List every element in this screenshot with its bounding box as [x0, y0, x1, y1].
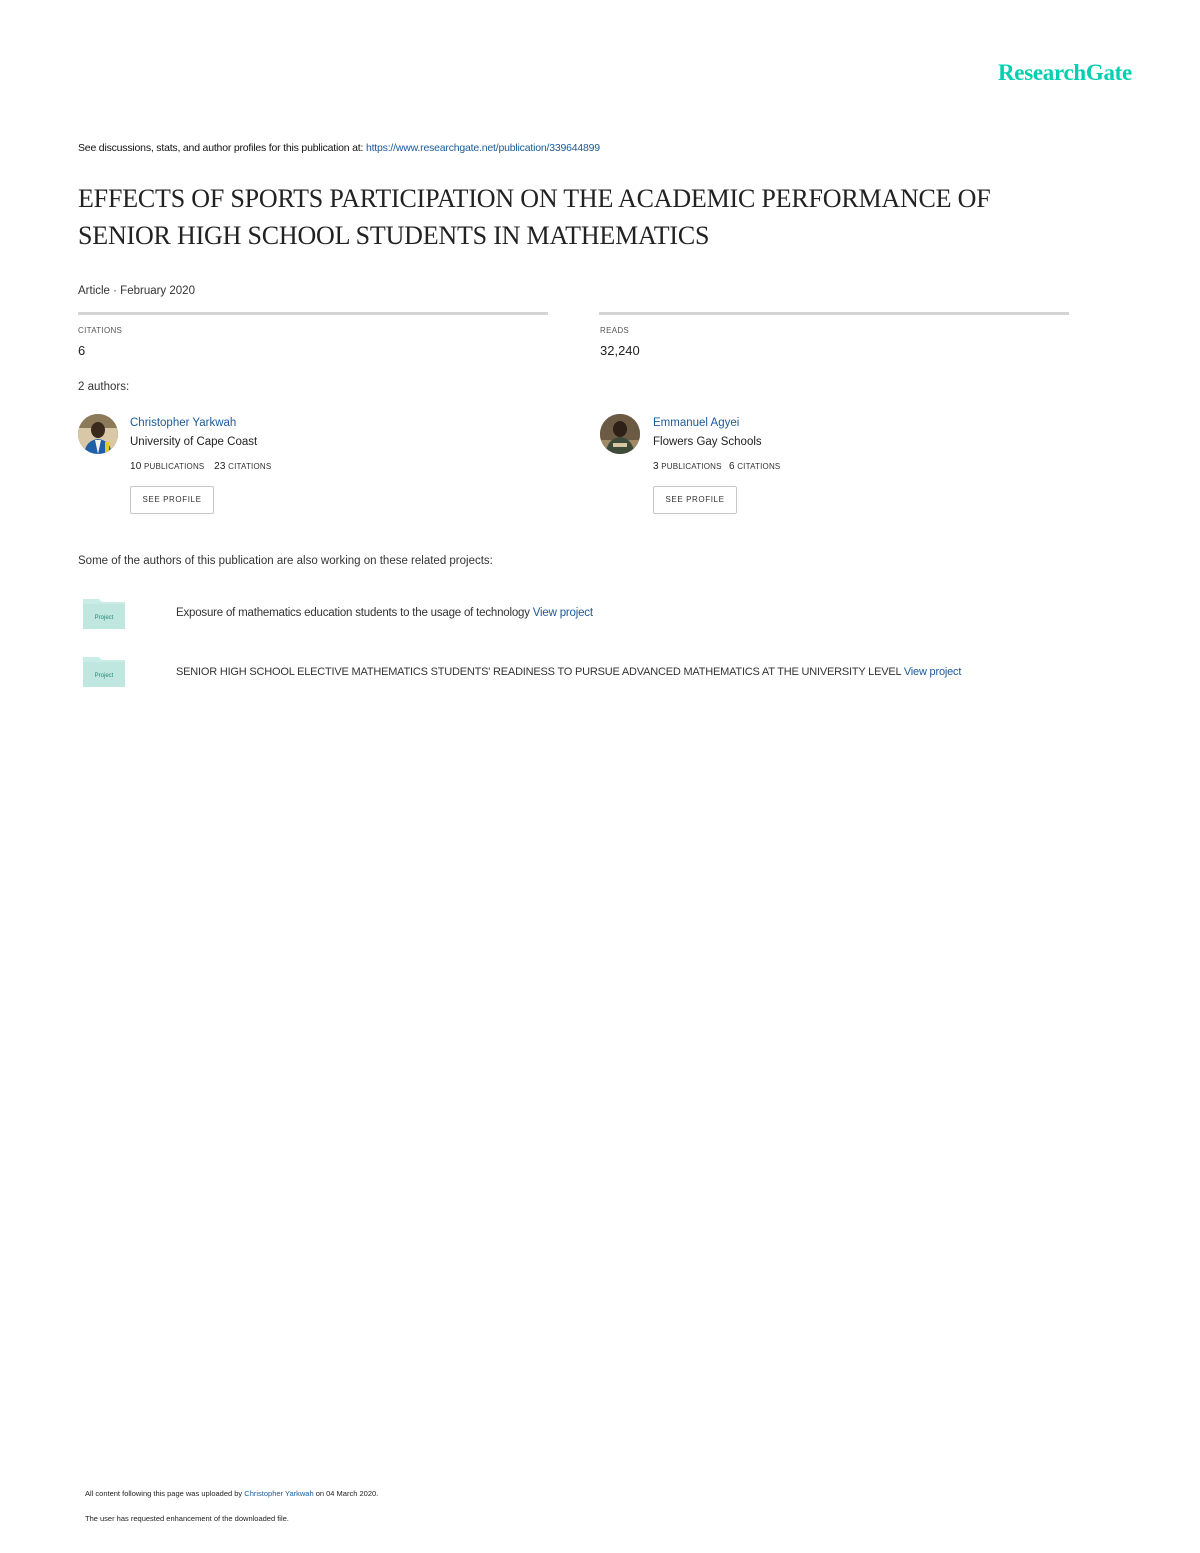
author-photo-icon	[78, 414, 118, 454]
publication-intro	[78, 142, 600, 154]
citations-label: CITATIONS	[737, 462, 781, 471]
project-icon-label: Project	[94, 673, 114, 679]
view-project-link[interactable]: View project	[532, 607, 593, 619]
author-photo-icon	[600, 414, 640, 454]
authors-heading: 2 authors:	[78, 381, 130, 393]
article-title-line-1: EFFECTS OF SPORTS PARTICIPATION ON THE ACADEMIC PERFORMANCE OF	[78, 184, 991, 213]
citations-divider	[78, 312, 548, 315]
citations-value: 6	[78, 343, 86, 358]
reads-label: READS	[600, 326, 630, 335]
project-title: SENIOR HIGH SCHOOL ELECTIVE MATHEMATICS STUDENTS' READINESS TO PURSUE ADVANCED MATHEMATICS AT THE UNIVERSITY LEVEL	[176, 666, 904, 678]
related-project-item	[176, 607, 593, 619]
reads-value: 32,240	[600, 343, 640, 358]
see-profile-button[interactable]: SEE PROFILE	[653, 486, 737, 514]
author-stats	[130, 461, 271, 472]
article-meta: Article · February 2020	[78, 285, 195, 297]
uploader-link[interactable]: Christopher Yarkwah	[244, 1489, 314, 1498]
publications-count: 3	[653, 461, 659, 472]
upload-suffix: on 04 March 2020.	[313, 1489, 379, 1498]
author-name-link[interactable]: Christopher Yarkwah	[130, 417, 237, 429]
citations-label: CITATIONS	[78, 326, 123, 335]
avatar[interactable]	[78, 414, 118, 454]
publications-label: PUBLICATIONS	[143, 462, 205, 471]
avatar[interactable]	[600, 414, 640, 454]
citations-label: CITATIONS	[228, 462, 272, 471]
researchgate-logo[interactable]: ResearchGate	[998, 60, 1132, 85]
author-stats	[653, 461, 780, 472]
view-project-link[interactable]: View project	[903, 666, 962, 678]
see-profile-button[interactable]: SEE PROFILE	[130, 486, 214, 514]
publications-count: 10	[130, 461, 142, 472]
citations-count: 6	[728, 461, 735, 472]
article-title	[78, 180, 1088, 254]
enhancement-note: The user has requested enhancement of the downloaded file.	[85, 1514, 289, 1523]
upload-note	[85, 1489, 378, 1498]
author-institution: University of Cape Coast	[130, 436, 258, 448]
project-folder-icon	[82, 654, 126, 688]
project-title: Exposure of mathematics education students to the usage of technology	[176, 607, 533, 619]
related-project-item	[176, 666, 961, 678]
intro-text: See discussions, stats, and author profiles for this publication at:	[78, 142, 366, 154]
publications-label: PUBLICATIONS	[661, 462, 722, 471]
publication-url-link[interactable]: https://www.researchgate.net/publication/339644899	[365, 142, 600, 154]
project-icon-label: Project	[94, 615, 114, 621]
project-folder-icon	[82, 596, 126, 630]
author-institution: Flowers Gay Schools	[653, 436, 762, 448]
reads-divider	[599, 312, 1069, 315]
author-name-link[interactable]: Emmanuel Agyei	[653, 417, 740, 429]
related-projects-heading: Some of the authors of this publication are also working on these related projects:	[78, 555, 493, 567]
article-title-line-2: SENIOR HIGH SCHOOL STUDENTS IN MATHEMATICS	[78, 221, 710, 250]
upload-prefix: All content following this page was uploaded by	[85, 1489, 245, 1498]
citations-count: 23	[214, 461, 226, 472]
